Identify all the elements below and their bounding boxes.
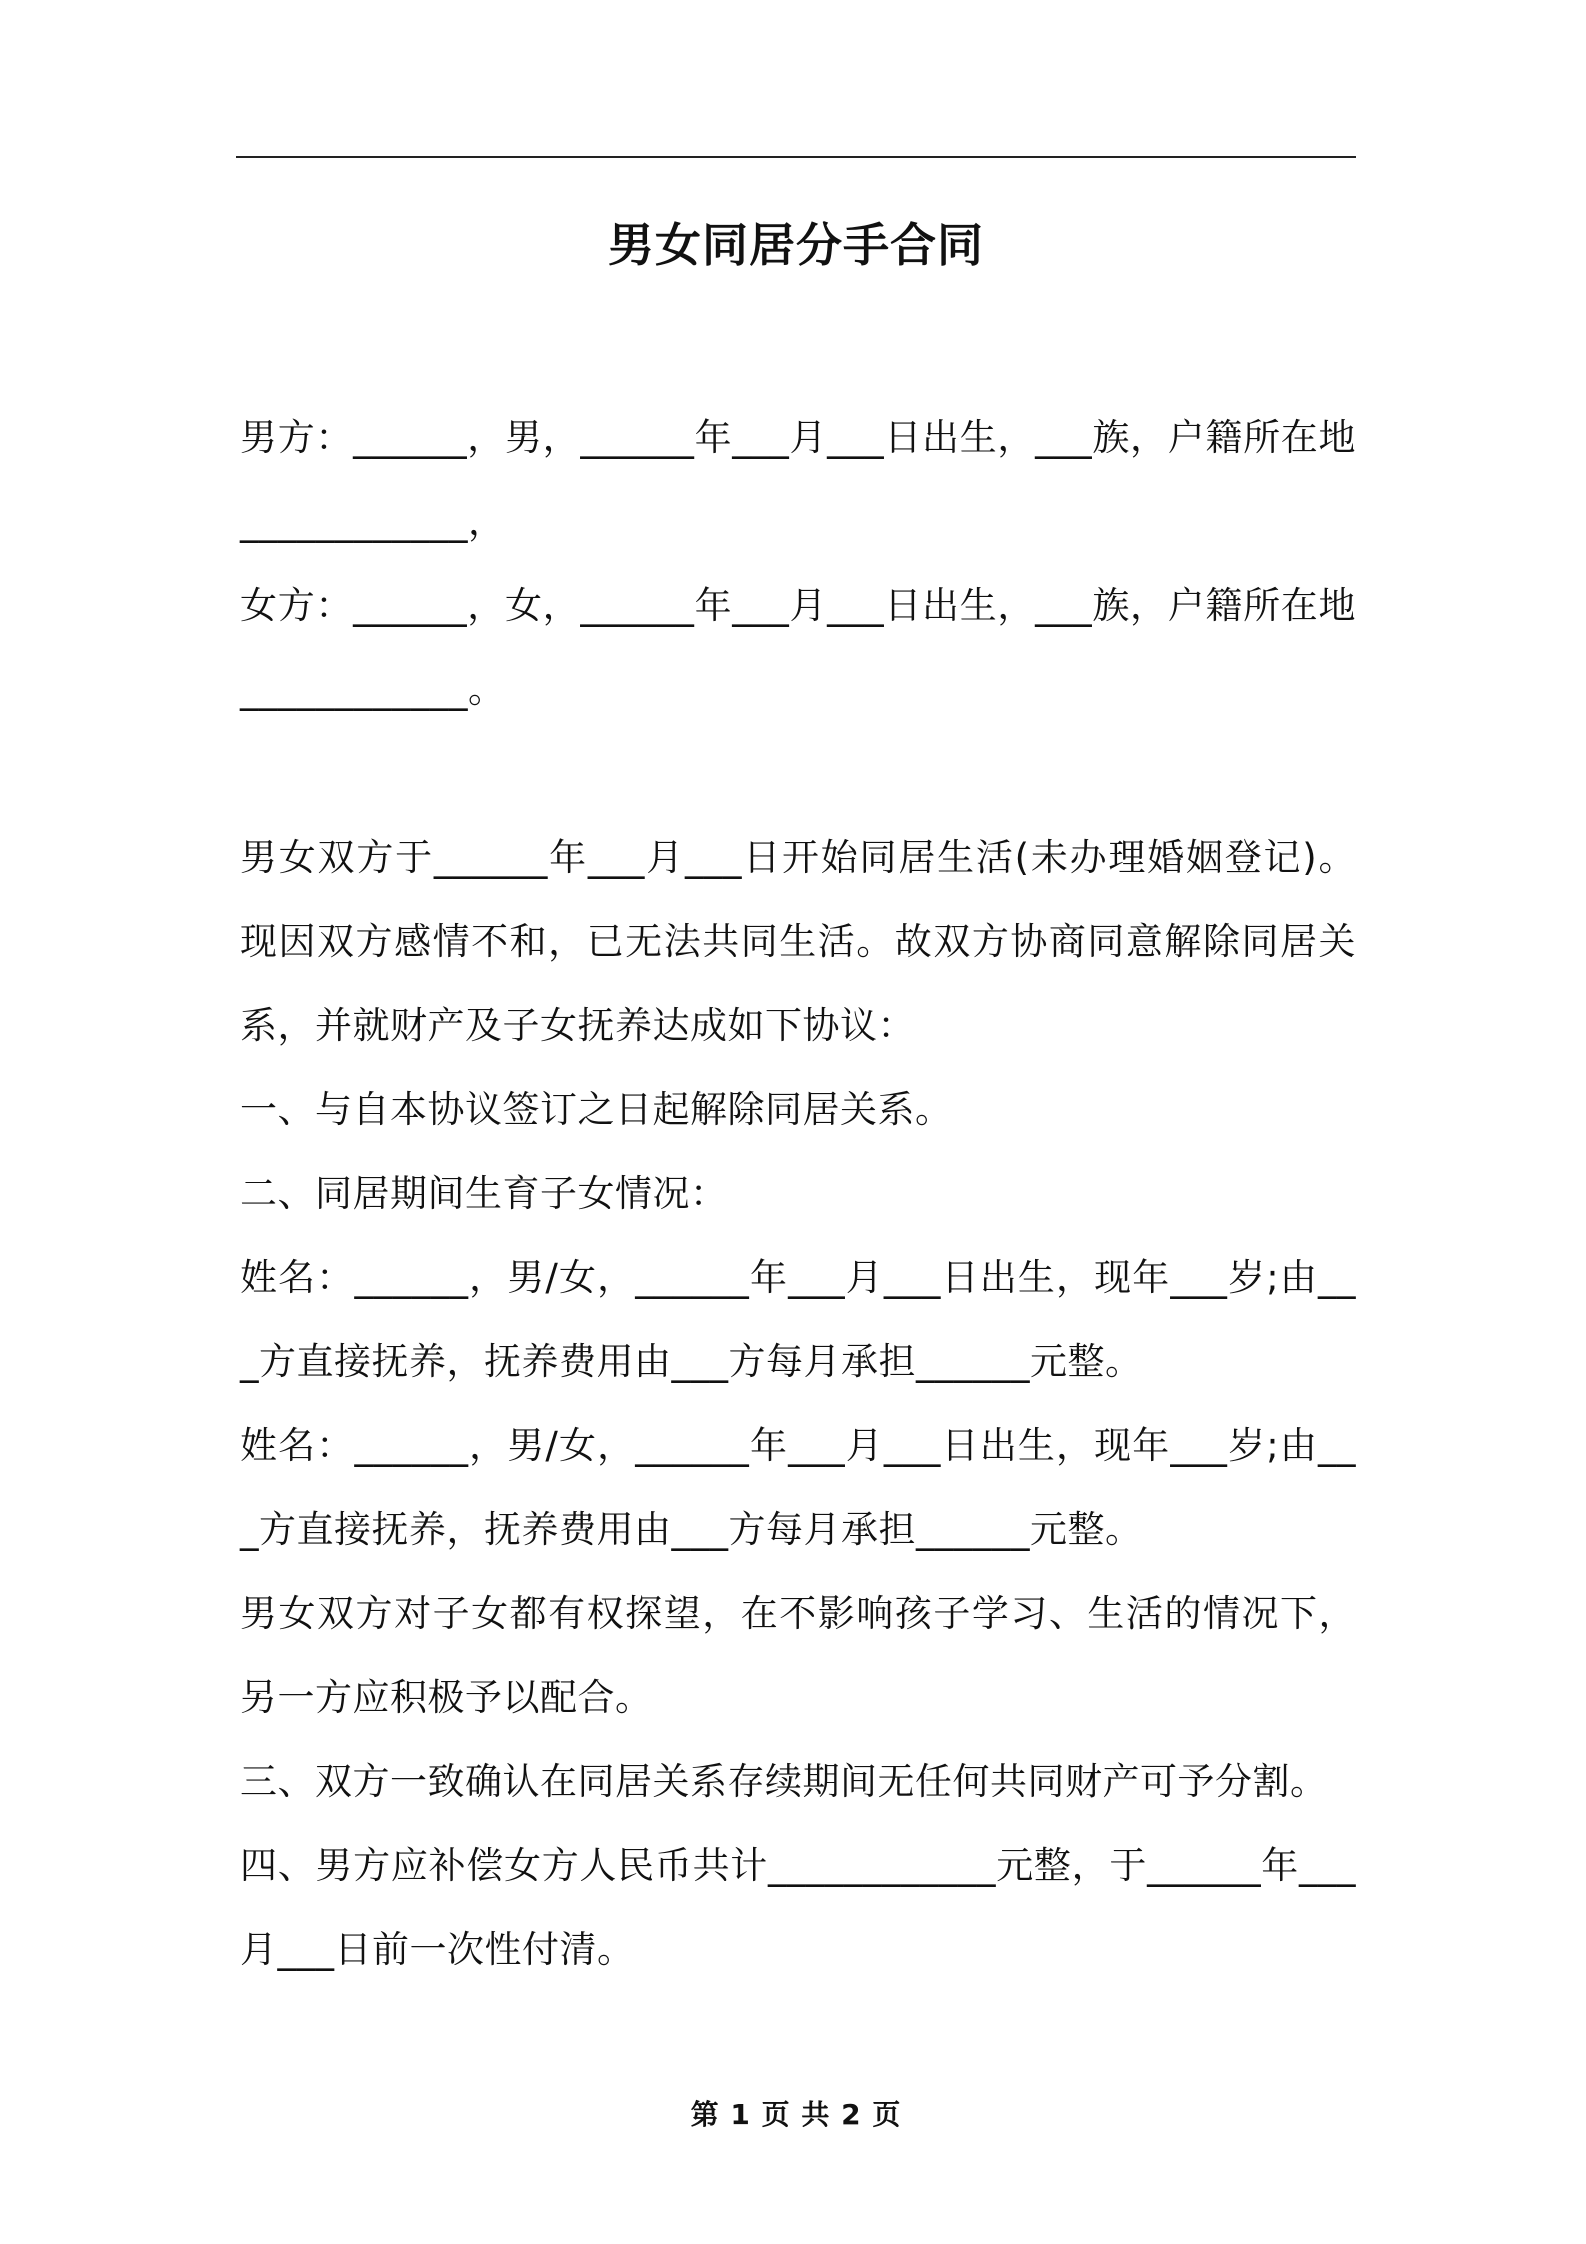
clause-three: 三、双方一致确认在同居关系存续期间无任何共同财产可予分割。 xyxy=(240,1760,1328,1803)
clause-one: 一、与自本协议签订之日起解除同居关系。 xyxy=(240,1088,953,1131)
document-title: 男女同居分手合同 xyxy=(608,218,984,272)
child-info-1: 姓名：______，男/女，______年___月___日出生，现年___岁;由___方直接抚养，抚养费用由___方每月承担______元整。 xyxy=(240,1256,1356,1383)
child-info-2: 姓名：______，男/女，______年___月___日出生，现年___岁;由___方直接抚养，抚养费用由___方每月承担______元整。 xyxy=(240,1424,1356,1551)
preamble-paragraph: 男女双方于______年___月___日开始同居生活(未办理婚姻登记)。现因双方感情不和，已无法共同生活。故双方协商同意解除同居关系，并就财产及子女抚养达成如下协议： xyxy=(240,836,1356,1047)
header-rule xyxy=(236,156,1356,158)
clause-two: 二、同居期间生育子女情况： xyxy=(240,1172,728,1215)
female-party-info: 女方：______，女，______年___月___日出生，___族，户籍所在地____________。 xyxy=(240,584,1356,711)
clause-four: 四、男方应补偿女方人民币共计____________元整，于______年___月___日前一次性付清。 xyxy=(240,1844,1356,1971)
male-party-info: 男方：______，男，______年___月___日出生，___族，户籍所在地____________， xyxy=(240,416,1356,543)
visitation-paragraph: 男女双方对子女都有权探望，在不影响孩子学习、生活的情况下，另一方应积极予以配合。 xyxy=(240,1592,1356,1719)
page-number: 第 1 页 共 2 页 xyxy=(690,2098,902,2131)
